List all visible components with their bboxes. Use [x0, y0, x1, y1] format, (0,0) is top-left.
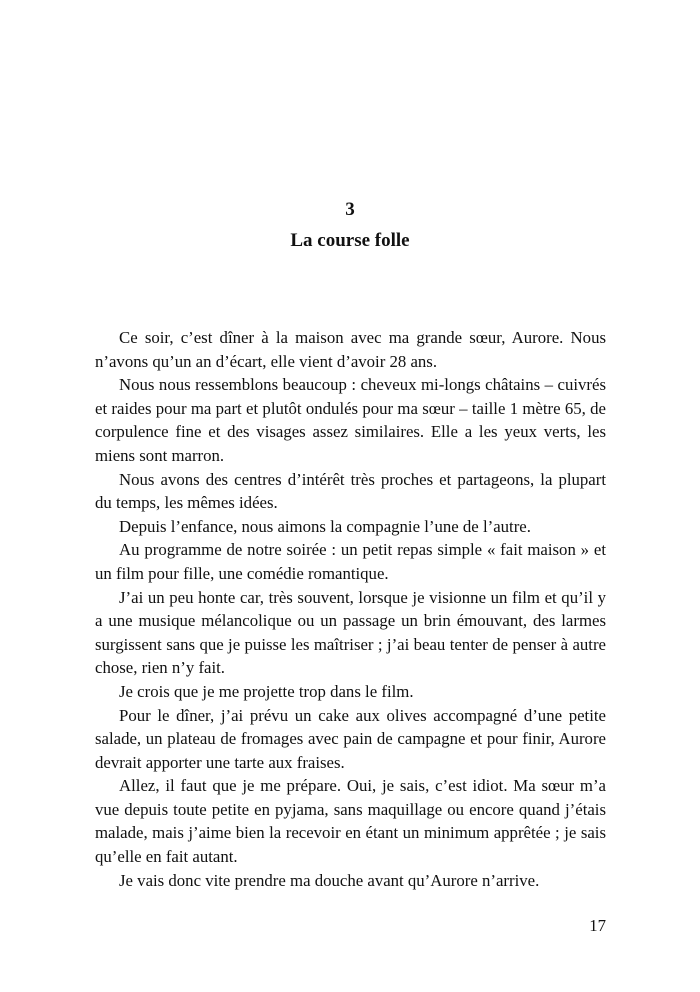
paragraph: J’ai un peu honte car, très souvent, lorsque je visionne un film et qu’il y a une musique mélancolique ou un passage un brin émouvant, des larmes surgissent sans que je puisse les maîtriser ; j’ai beau tenter de penser à autre chose, rien n’y fait. [95, 587, 606, 678]
paragraph: Ce soir, c’est dîner à la maison avec ma grande sœur, Aurore. Nous n’avons qu’un an d’écart, elle vient d’avoir 28 ans. [95, 328, 606, 371]
paragraph: Je vais donc vite prendre ma douche avant qu’Aurore n’arrive. [119, 870, 540, 890]
paragraph: Nous nous ressemblons beaucoup : cheveux mi-longs châtains – cuivrés et raides pour ma part et plutôt ondulés pour ma sœur – taille 1 mètre 65, de corpulence fine et des visages assez similaires. Elle a les yeux verts, les miens sont marron. [95, 375, 606, 465]
chapter-title: La course folle [290, 230, 410, 251]
paragraph: Allez, il faut que je me prépare. Oui, je sais, c’est idiot. Ma sœur m’a vue depuis toute petite en pyjama, sans maquillage ou encore quand j’étais malade, mais j’aime bien la recevoir en étant un minimum apprêtée ; je sais qu’elle en fait autant. [95, 776, 606, 867]
paragraph: Je crois que je me projette trop dans le film. [119, 681, 414, 701]
chapter-number: 3 [345, 199, 355, 220]
chapter-body [95, 326, 606, 892]
page-number: 17 [589, 916, 606, 935]
paragraph: Pour le dîner, j’ai prévu un cake aux olives accompagné d’une petite salade, un plateau de fromages avec pain de campagne et pour finir, Aurore devrait apporter une tarte aux fraises. [95, 705, 606, 772]
paragraph: Depuis l’enfance, nous aimons la compagnie l’une de l’autre. [119, 516, 531, 536]
paragraph: Au programme de notre soirée : un petit repas simple « fait maison » et un film pour fille, une comédie romantique. [95, 540, 606, 583]
paragraph: Nous avons des centres d’intérêt très proches et partageons, la plupart du temps, les mêmes idées. [95, 469, 606, 513]
